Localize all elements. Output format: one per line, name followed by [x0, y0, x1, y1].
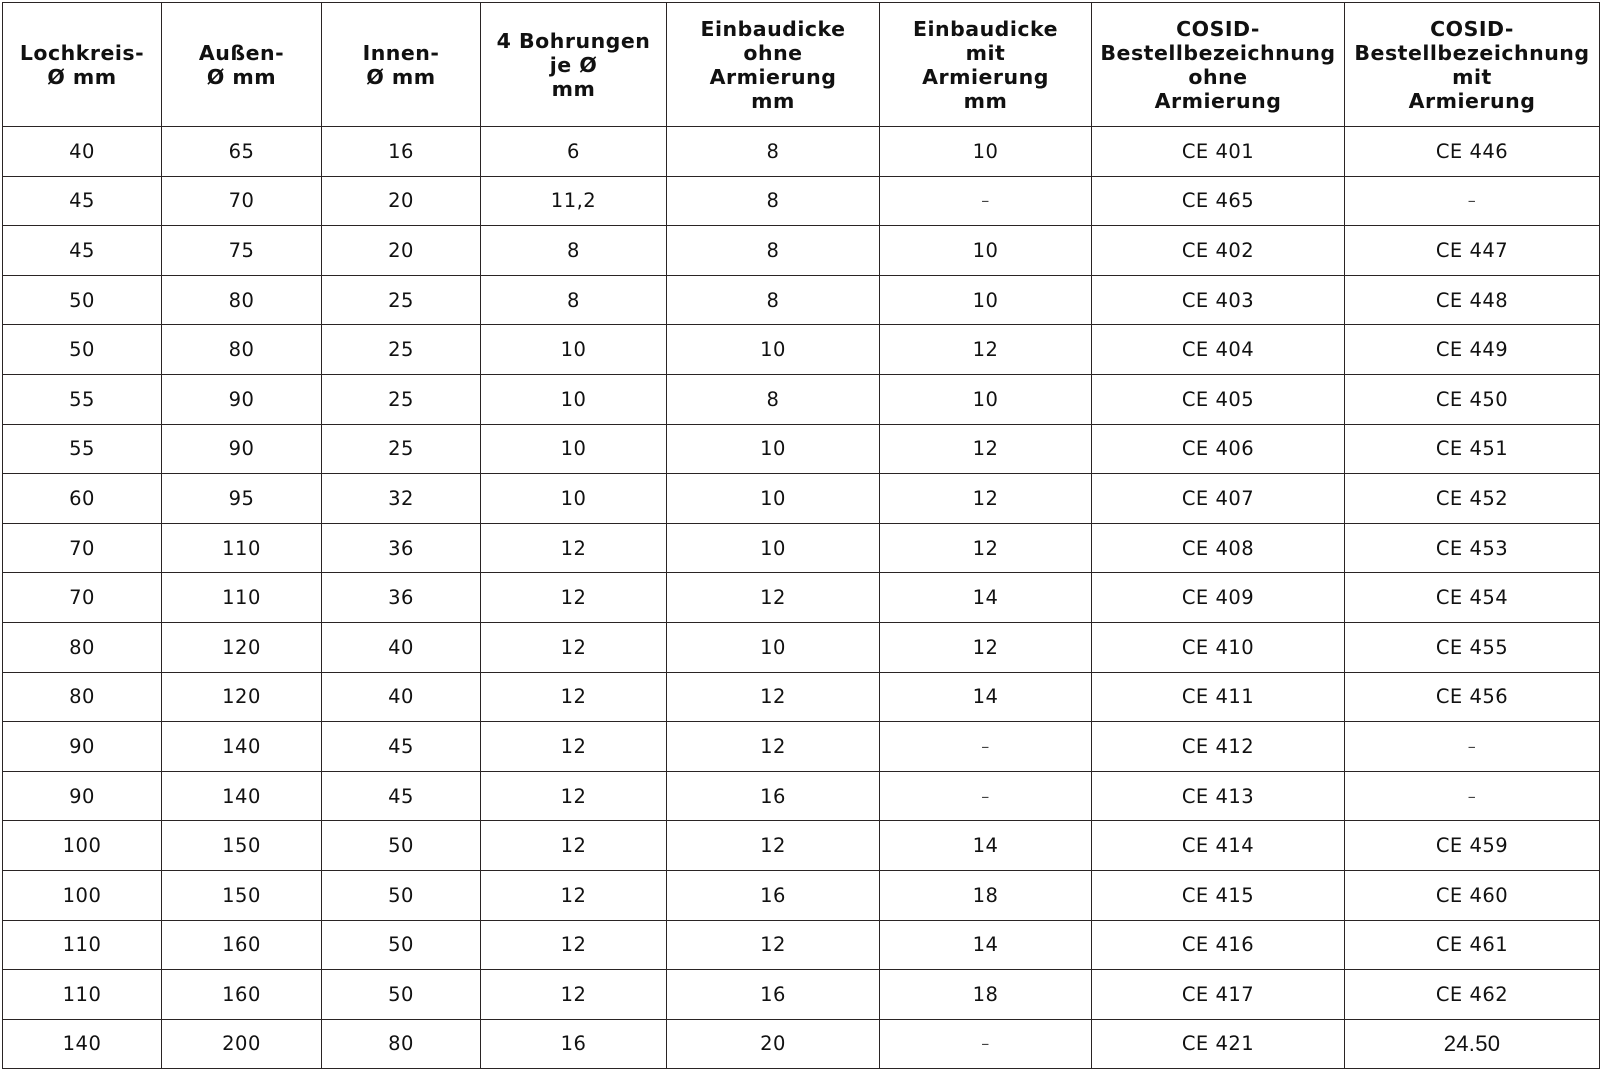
table-row — [3, 573, 1600, 623]
cell-einbaudicke-ohne: 10 — [667, 523, 880, 573]
cell-einbaudicke-mit: 18 — [880, 970, 1092, 1020]
table-body — [3, 127, 1600, 1069]
cell-lochkreis: 50 — [3, 325, 162, 375]
table-row — [3, 672, 1600, 722]
cell-innen: 50 — [322, 920, 481, 970]
cell-bestell-mit: CE 451 — [1345, 424, 1600, 474]
cell-bohrungen: 12 — [481, 672, 667, 722]
cell-bestell-ohne: CE 402 — [1092, 226, 1345, 276]
cell-innen: 45 — [322, 771, 481, 821]
cell-bestell-ohne: CE 405 — [1092, 374, 1345, 424]
cell-bestell-mit: CE 462 — [1345, 970, 1600, 1020]
cell-lochkreis: 45 — [3, 176, 162, 226]
cell-lochkreis: 80 — [3, 622, 162, 672]
table-row — [3, 127, 1600, 177]
cell-bestell-ohne: CE 410 — [1092, 622, 1345, 672]
cell-lochkreis: 100 — [3, 870, 162, 920]
cell-aussen: 110 — [162, 573, 322, 623]
table-row — [3, 771, 1600, 821]
cell-bohrungen: 11,2 — [481, 176, 667, 226]
cell-lochkreis: 140 — [3, 1019, 162, 1069]
cell-bohrungen: 6 — [481, 127, 667, 177]
cell-einbaudicke-mit: – — [880, 1019, 1092, 1069]
cell-bestell-ohne: CE 403 — [1092, 275, 1345, 325]
cell-einbaudicke-ohne: 16 — [667, 771, 880, 821]
cell-einbaudicke-mit: 14 — [880, 821, 1092, 871]
cell-aussen: 75 — [162, 226, 322, 276]
cell-aussen: 200 — [162, 1019, 322, 1069]
cell-einbaudicke-mit: 12 — [880, 523, 1092, 573]
cell-innen: 50 — [322, 970, 481, 1020]
cell-innen: 25 — [322, 374, 481, 424]
cell-bestell-mit: – — [1345, 771, 1600, 821]
cell-lochkreis: 110 — [3, 920, 162, 970]
table-row — [3, 722, 1600, 772]
cell-innen: 32 — [322, 474, 481, 524]
table-row — [3, 1019, 1600, 1069]
cell-lochkreis: 55 — [3, 424, 162, 474]
cell-lochkreis: 70 — [3, 573, 162, 623]
cell-bestell-ohne: CE 413 — [1092, 771, 1345, 821]
cell-einbaudicke-ohne: 8 — [667, 127, 880, 177]
table-row — [3, 870, 1600, 920]
cell-bohrungen: 12 — [481, 573, 667, 623]
cell-lochkreis: 40 — [3, 127, 162, 177]
cell-bestell-ohne: CE 417 — [1092, 970, 1345, 1020]
cell-bestell-mit: CE 450 — [1345, 374, 1600, 424]
cell-einbaudicke-mit: 12 — [880, 622, 1092, 672]
cell-bestell-mit: CE 447 — [1345, 226, 1600, 276]
cell-innen: 20 — [322, 226, 481, 276]
cell-lochkreis: 90 — [3, 771, 162, 821]
table-row — [3, 523, 1600, 573]
cell-bestell-mit: CE 448 — [1345, 275, 1600, 325]
cell-lochkreis: 100 — [3, 821, 162, 871]
table-row — [3, 821, 1600, 871]
header-bohrungen: 4 Bohrungen je Ø mm — [481, 3, 667, 127]
cell-innen: 50 — [322, 870, 481, 920]
cell-lochkreis: 70 — [3, 523, 162, 573]
table-row — [3, 920, 1600, 970]
cell-einbaudicke-mit: – — [880, 722, 1092, 772]
table-row — [3, 226, 1600, 276]
cell-einbaudicke-mit: 12 — [880, 474, 1092, 524]
table-row — [3, 325, 1600, 375]
cell-bestell-ohne: CE 411 — [1092, 672, 1345, 722]
cell-innen: 25 — [322, 275, 481, 325]
cell-innen: 20 — [322, 176, 481, 226]
cell-aussen: 90 — [162, 374, 322, 424]
cell-einbaudicke-mit: 12 — [880, 424, 1092, 474]
table-row — [3, 474, 1600, 524]
header-einbaudicke-ohne: Einbaudicke ohne Armierung mm — [667, 3, 880, 127]
cell-aussen: 70 — [162, 176, 322, 226]
cell-einbaudicke-ohne: 16 — [667, 970, 880, 1020]
cell-lochkreis: 50 — [3, 275, 162, 325]
cell-bestell-ohne: CE 407 — [1092, 474, 1345, 524]
cell-innen: 80 — [322, 1019, 481, 1069]
cell-einbaudicke-ohne: 12 — [667, 722, 880, 772]
cell-bohrungen: 8 — [481, 275, 667, 325]
cell-bestell-mit: CE 449 — [1345, 325, 1600, 375]
cell-lochkreis: 80 — [3, 672, 162, 722]
cell-einbaudicke-mit: 12 — [880, 325, 1092, 375]
cell-aussen: 150 — [162, 870, 322, 920]
cell-einbaudicke-mit: – — [880, 176, 1092, 226]
cell-einbaudicke-ohne: 8 — [667, 176, 880, 226]
cell-einbaudicke-mit: 14 — [880, 672, 1092, 722]
cell-einbaudicke-ohne: 20 — [667, 1019, 880, 1069]
cell-lochkreis: 60 — [3, 474, 162, 524]
cell-einbaudicke-mit: 10 — [880, 127, 1092, 177]
cell-bestell-mit: CE 456 — [1345, 672, 1600, 722]
cell-bestell-mit: CE 455 — [1345, 622, 1600, 672]
cell-bohrungen: 12 — [481, 771, 667, 821]
cell-aussen: 150 — [162, 821, 322, 871]
cell-lochkreis: 90 — [3, 722, 162, 772]
cell-bestell-mit: CE 459 — [1345, 821, 1600, 871]
cell-bohrungen: 12 — [481, 970, 667, 1020]
cell-einbaudicke-ohne: 12 — [667, 920, 880, 970]
header-lochkreis: Lochkreis- Ø mm — [3, 3, 162, 127]
cell-bestell-ohne: CE 414 — [1092, 821, 1345, 871]
cell-aussen: 65 — [162, 127, 322, 177]
cell-einbaudicke-ohne: 8 — [667, 275, 880, 325]
cell-einbaudicke-mit: 14 — [880, 573, 1092, 623]
cell-aussen: 160 — [162, 970, 322, 1020]
cell-bohrungen: 12 — [481, 821, 667, 871]
cell-einbaudicke-ohne: 10 — [667, 622, 880, 672]
cell-einbaudicke-mit: 14 — [880, 920, 1092, 970]
cell-innen: 40 — [322, 672, 481, 722]
cell-bestell-ohne: CE 408 — [1092, 523, 1345, 573]
cell-bohrungen: 12 — [481, 523, 667, 573]
cell-bohrungen: 10 — [481, 325, 667, 375]
cell-innen: 36 — [322, 523, 481, 573]
cell-aussen: 80 — [162, 275, 322, 325]
header-row — [3, 3, 1600, 127]
table-header — [3, 3, 1600, 127]
cell-aussen: 120 — [162, 622, 322, 672]
cell-lochkreis: 55 — [3, 374, 162, 424]
cell-bohrungen: 12 — [481, 920, 667, 970]
cell-einbaudicke-mit: – — [880, 771, 1092, 821]
cell-bestell-mit: – — [1345, 176, 1600, 226]
cell-aussen: 80 — [162, 325, 322, 375]
cell-bohrungen: 10 — [481, 474, 667, 524]
cell-einbaudicke-ohne: 12 — [667, 573, 880, 623]
cell-bohrungen: 8 — [481, 226, 667, 276]
cell-bestell-ohne: CE 416 — [1092, 920, 1345, 970]
cell-einbaudicke-ohne: 12 — [667, 672, 880, 722]
cell-aussen: 120 — [162, 672, 322, 722]
cell-bohrungen: 12 — [481, 622, 667, 672]
cell-innen: 50 — [322, 821, 481, 871]
cell-aussen: 160 — [162, 920, 322, 970]
cell-innen: 16 — [322, 127, 481, 177]
cell-aussen: 110 — [162, 523, 322, 573]
cell-bestell-ohne: CE 404 — [1092, 325, 1345, 375]
table-row — [3, 970, 1600, 1020]
cell-aussen: 140 — [162, 722, 322, 772]
cell-bestell-mit: CE 452 — [1345, 474, 1600, 524]
cell-bestell-ohne: CE 406 — [1092, 424, 1345, 474]
cell-innen: 25 — [322, 325, 481, 375]
header-einbaudicke-mit: Einbaudicke mit Armierung mm — [880, 3, 1092, 127]
product-table-container — [2, 2, 1599, 1069]
cell-bestell-mit: CE 461 — [1345, 920, 1600, 970]
cell-lochkreis: 110 — [3, 970, 162, 1020]
table-row — [3, 374, 1600, 424]
cell-innen: 25 — [322, 424, 481, 474]
cell-einbaudicke-mit: 10 — [880, 374, 1092, 424]
table-row — [3, 424, 1600, 474]
table-row — [3, 176, 1600, 226]
header-aussen: Außen- Ø mm — [162, 3, 322, 127]
cell-einbaudicke-ohne: 8 — [667, 226, 880, 276]
cell-bestell-ohne: CE 409 — [1092, 573, 1345, 623]
cell-einbaudicke-mit: 18 — [880, 870, 1092, 920]
header-bestell-mit: COSID- Bestellbezeichnung mit Armierung — [1345, 3, 1600, 127]
cell-bohrungen: 10 — [481, 424, 667, 474]
table-row — [3, 275, 1600, 325]
cell-innen: 36 — [322, 573, 481, 623]
cell-bestell-ohne: CE 415 — [1092, 870, 1345, 920]
cell-bestell-mit: 24.50 — [1345, 1019, 1600, 1069]
cell-einbaudicke-ohne: 8 — [667, 374, 880, 424]
cell-bestell-mit: – — [1345, 722, 1600, 772]
cell-bohrungen: 10 — [481, 374, 667, 424]
cell-aussen: 140 — [162, 771, 322, 821]
cell-innen: 40 — [322, 622, 481, 672]
cell-einbaudicke-mit: 10 — [880, 275, 1092, 325]
cell-bestell-ohne: CE 401 — [1092, 127, 1345, 177]
cell-bohrungen: 12 — [481, 870, 667, 920]
cell-einbaudicke-ohne: 10 — [667, 325, 880, 375]
cell-bestell-mit: CE 460 — [1345, 870, 1600, 920]
cell-bestell-mit: CE 454 — [1345, 573, 1600, 623]
table-row — [3, 622, 1600, 672]
cell-einbaudicke-mit: 10 — [880, 226, 1092, 276]
cell-lochkreis: 45 — [3, 226, 162, 276]
cell-bohrungen: 16 — [481, 1019, 667, 1069]
cell-bohrungen: 12 — [481, 722, 667, 772]
header-innen: Innen- Ø mm — [322, 3, 481, 127]
cell-bestell-ohne: CE 465 — [1092, 176, 1345, 226]
cell-bestell-ohne: CE 412 — [1092, 722, 1345, 772]
cell-bestell-ohne: CE 421 — [1092, 1019, 1345, 1069]
cell-bestell-mit: CE 446 — [1345, 127, 1600, 177]
cell-bestell-mit: CE 453 — [1345, 523, 1600, 573]
cell-einbaudicke-ohne: 10 — [667, 424, 880, 474]
cell-einbaudicke-ohne: 12 — [667, 821, 880, 871]
cell-innen: 45 — [322, 722, 481, 772]
cell-einbaudicke-ohne: 16 — [667, 870, 880, 920]
gasket-dimensions-table — [2, 2, 1600, 1069]
header-bestell-ohne: COSID- Bestellbezeichnung ohne Armierung — [1092, 3, 1345, 127]
cell-aussen: 95 — [162, 474, 322, 524]
cell-aussen: 90 — [162, 424, 322, 474]
cell-einbaudicke-ohne: 10 — [667, 474, 880, 524]
